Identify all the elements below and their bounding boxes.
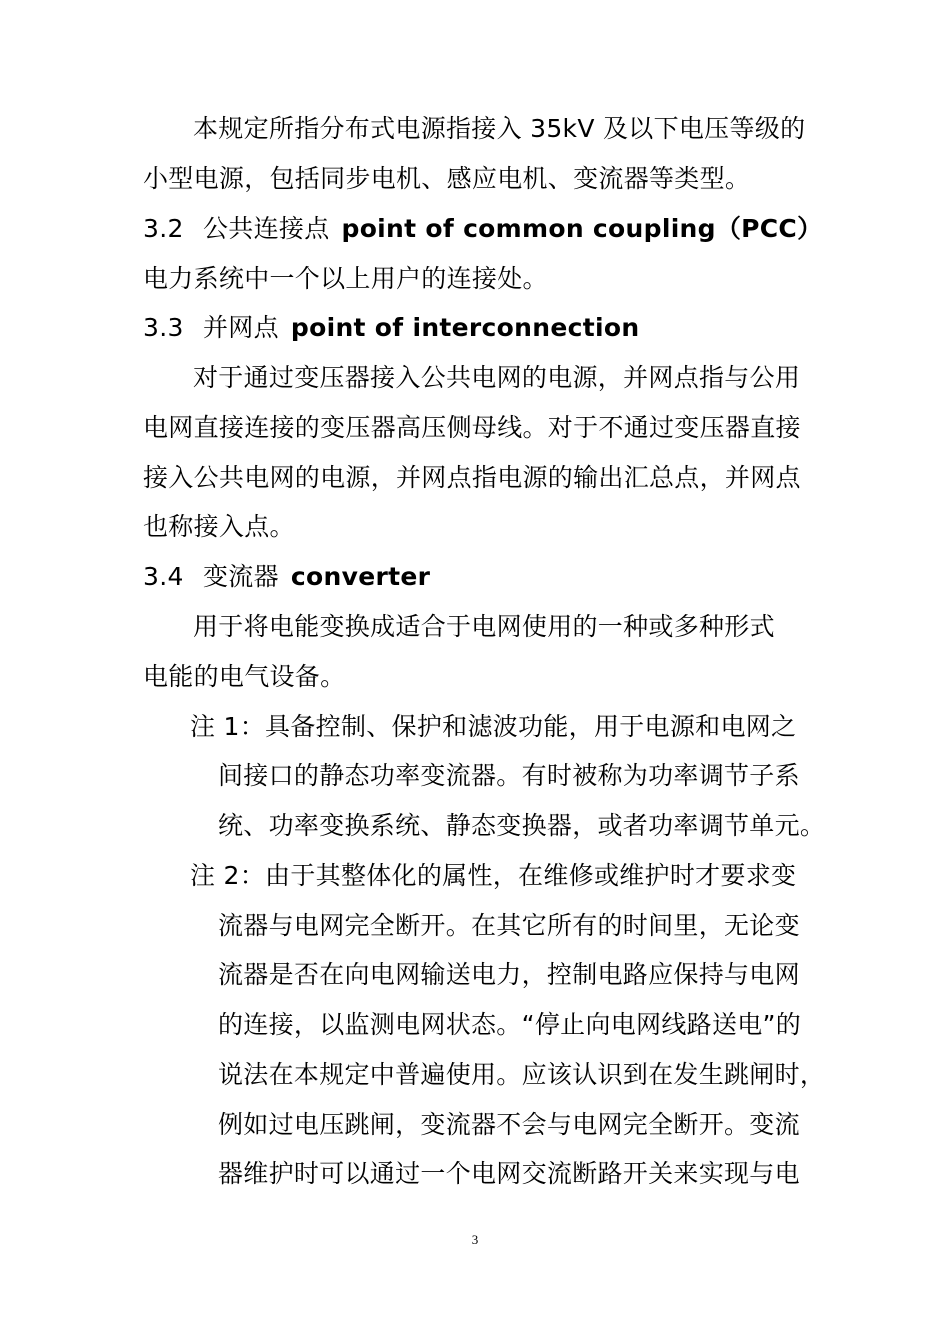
note-1-line: 注 1：具备控制、保护和滤波功能，用于电源和电网之: [190, 712, 797, 741]
note-2-line: 器维护时可以通过一个电网交流断路开关来实现与电: [218, 1159, 800, 1188]
paragraph-line: 小型电源，包括同步电机、感应电机、变流器等类型。: [143, 164, 751, 193]
note-1-line: 间接口的静态功率变流器。有时被称为功率调节子系: [218, 761, 800, 790]
paragraph-line: 对于通过变压器接入公共电网的电源，并网点指与公用: [193, 363, 801, 392]
page-number: 3: [471, 1232, 479, 1247]
section-title-zh: 公共连接点: [203, 214, 330, 243]
paragraph-line: 也称接入点。: [143, 512, 295, 541]
note-2-line: 的连接，以监测电网状态。“停止向电网线路送电”的: [218, 1010, 802, 1039]
section-title-zh: 变流器: [203, 562, 279, 591]
section-number: 3.2: [143, 214, 184, 243]
note-2-line: 例如过电压跳闸，变流器不会与电网完全断开。变流: [218, 1110, 800, 1139]
section-title-en: converter: [290, 562, 431, 591]
section-title-zh: 并网点: [203, 313, 279, 342]
section-title-en: point of interconnection: [290, 313, 640, 342]
note-2-line: 说法在本规定中普遍使用。应该认识到在发生跳闸时，: [218, 1060, 826, 1089]
section-heading-3-4: [143, 560, 430, 594]
note-2-line: 流器与电网完全断开。在其它所有的时间里，无论变: [218, 911, 800, 940]
note-1-line: 统、功率变换系统、静态变换器，或者功率调节单元。: [218, 811, 826, 840]
paragraph-line: 电力系统中一个以上用户的连接处。: [143, 264, 548, 293]
section-heading-3-3: [143, 311, 639, 345]
note-2-line: 注 2：由于其整体化的属性，在维修或维护时才要求变: [190, 861, 797, 890]
paragraph-line: 用于将电能变换成适合于电网使用的一种或多种形式: [193, 612, 775, 641]
paragraph-line: 电网直接连接的变压器高压侧母线。对于不通过变压器直接: [143, 413, 801, 442]
section-number: 3.3: [143, 313, 184, 342]
section-title-en: point of common coupling（PCC）: [341, 214, 823, 243]
paragraph-line: 本规定所指分布式电源指接入 35kV 及以下电压等级的: [193, 114, 806, 143]
paragraph-line: 电能的电气设备。: [143, 662, 346, 691]
paragraph-line: 接入公共电网的电源，并网点指电源的输出汇总点，并网点: [143, 463, 801, 492]
note-2-line: 流器是否在向电网输送电力，控制电路应保持与电网: [218, 960, 800, 989]
section-heading-3-2: [143, 212, 822, 246]
section-number: 3.4: [143, 562, 184, 591]
